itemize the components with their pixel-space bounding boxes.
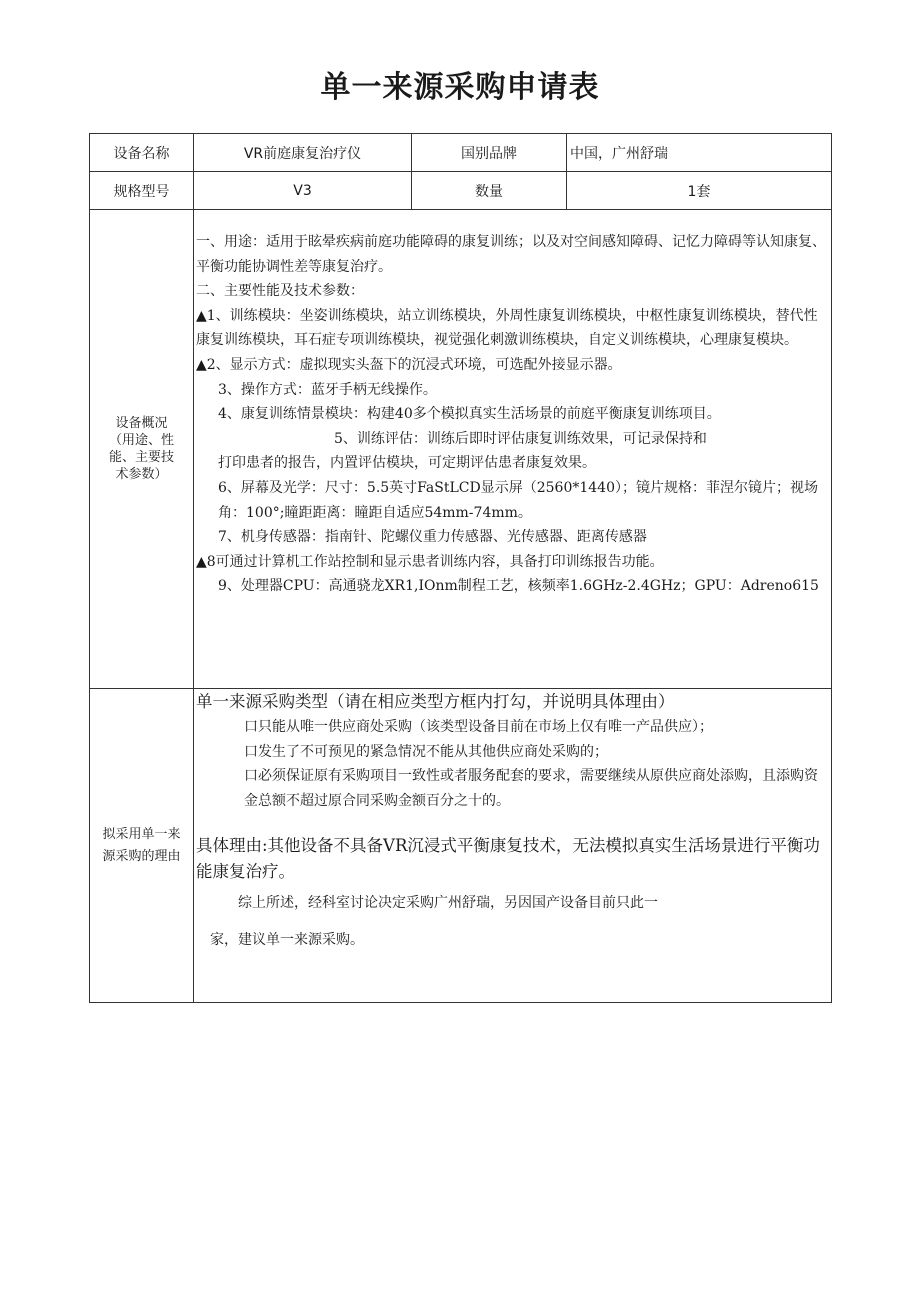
overview-params-heading: 二、主要性能及技术参数： bbox=[196, 283, 364, 300]
value-device-name: VR前庭康复治疗仪 bbox=[194, 134, 412, 172]
overview-param-evaluation: 5、训练评估：训练后即时评估康复训练效果，可记录保持和 bbox=[334, 430, 707, 447]
reason-label-line: 拟采用单一来 bbox=[102, 826, 181, 842]
label-device-name: 设备名称 bbox=[90, 134, 194, 172]
row-reason bbox=[90, 689, 832, 1003]
overview-param-operation: 3、操作方式：蓝牙手柄无线操作。 bbox=[218, 381, 437, 398]
label-model: 规格型号 bbox=[90, 172, 194, 210]
row-device-name bbox=[90, 134, 832, 172]
overview-param-scenes: 4、康复训练情景模块：构建40多个模拟真实生活场景的前庭平衡康复训练项目。 bbox=[218, 406, 721, 423]
overview-param-training-modules: ▲1、训练模块：坐姿训练模块，站立训练模块，外周性康复训练模块，中枢性康复训练模块，替代性康复训练模块，耳石症专项训练模块，视觉强化刺激训练模块，自定义训练模块，心理康复模块。 bbox=[196, 307, 818, 349]
overview-param-workstation: ▲8可通过计算机工作站控制和显示患者训练内容，具备打印训练报告功能。 bbox=[196, 553, 664, 570]
row-model bbox=[90, 172, 832, 210]
overview-param-evaluation-cont: 打印患者的报告，内置评估模块，可定期评估患者康复效果。 bbox=[218, 455, 596, 472]
label-overview bbox=[90, 210, 194, 689]
overview-purpose: 一、用途：适用于眩晕疾病前庭功能障碍的康复训练；以及对空间感知障碍、记忆力障碍等认知康复、平衡功能协调性差等康复治疗。 bbox=[196, 234, 826, 275]
value-brand: 中国，广州舒瑞 bbox=[567, 134, 832, 172]
reason-type-heading: 单一来源采购类型（请在相应类型方框内打勾，并说明具体理由） bbox=[196, 692, 675, 711]
reason-content bbox=[194, 689, 832, 1003]
reason-option-sole-supplier: 口只能从唯一供应商处采购（该类型设备目前在市场上仅有唯一产品供应）； bbox=[244, 719, 713, 735]
overview-label-line: 设备概况 bbox=[115, 416, 168, 431]
overview-label-line: 能、主要技 bbox=[108, 450, 174, 465]
overview-param-screen: 6、屏幕及光学：尺寸：5.5英寸FaStLCD显示屏（2560*1440）；镜片规格：菲涅尔镜片；视场角：100°;瞳距距离：瞳距自适应54mm-74mm。 bbox=[218, 479, 818, 521]
overview-param-display: ▲2、显示方式：虚拟现实头盔下的沉浸式环境，可选配外接显示器。 bbox=[196, 356, 622, 373]
reason-option-emergency: 口发生了不可预见的紧急情况不能从其他供应商处采购的； bbox=[244, 743, 608, 760]
overview-label-line: 术参数） bbox=[115, 467, 168, 482]
value-quantity: 1套 bbox=[567, 172, 832, 210]
application-form-table bbox=[89, 133, 832, 1003]
reason-conclusion-line2: 家，建议单一来源采购。 bbox=[210, 931, 364, 948]
label-brand: 国别品牌 bbox=[412, 134, 567, 172]
reason-specific: 具体理由:其他设备不具备VR沉浸式平衡康复技术，无法模拟真实生活场景进行平衡功能康复治疗。 bbox=[196, 836, 820, 882]
overview-param-sensors: 7、机身传感器：指南针、陀螺仪重力传感器、光传感器、距离传感器 bbox=[218, 529, 647, 546]
reason-conclusion-line1: 综上所述，经科室讨论决定采购广州舒瑞，另因国产设备目前只此一 bbox=[238, 895, 658, 912]
label-quantity: 数量 bbox=[412, 172, 567, 210]
reason-label-line: 源采购的理由 bbox=[102, 848, 181, 864]
row-overview bbox=[90, 210, 832, 689]
overview-content bbox=[194, 210, 832, 689]
overview-param-cpu: 9、处理器CPU：高通骁龙XR1,IOnm制程工艺，核频率1.6GHz-2.4GHz；GPU：Adreno615 bbox=[218, 578, 819, 595]
page-title: 单一来源采购申请表 bbox=[320, 70, 600, 105]
reason-option-consistency: 口必须保证原有采购项目一致性或者服务配套的要求，需要继续从原供应商处添购，且添购资金总额不超过原合同采购金额百分之十的。 bbox=[244, 768, 818, 809]
overview-label-line: （用途、性 bbox=[108, 433, 174, 448]
value-model: V3 bbox=[194, 172, 412, 210]
label-reason bbox=[90, 689, 194, 1003]
